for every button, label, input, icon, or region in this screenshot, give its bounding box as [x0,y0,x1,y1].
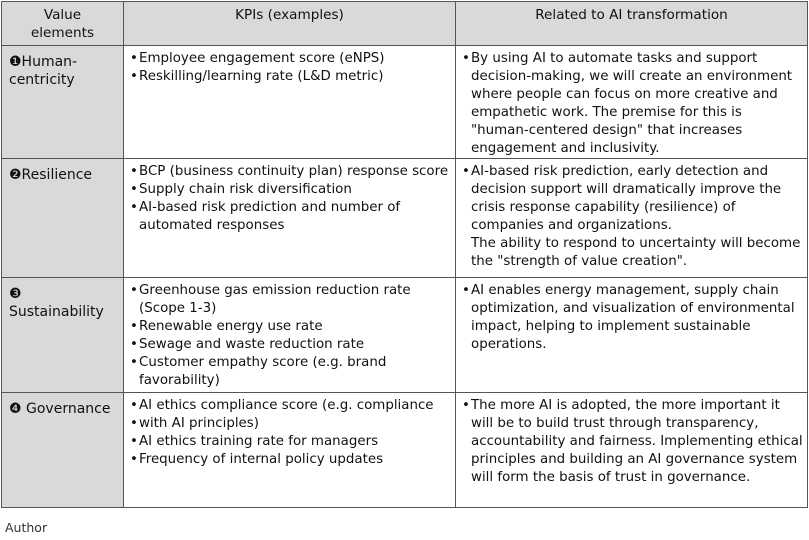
table-row [2,46,808,159]
kpi-item: • Sewage and waste reduction rate [130,337,365,352]
table-row [2,393,808,508]
header-row [2,2,808,46]
ai-item: • The more AI is adopted, the more important it will be to build trust through transparency, accountability and fairness. Implementing ethical principles and building an AI governance system will form the basis of trust in governance. [462,398,803,485]
value-element-cell: ❸ Sustainability [2,278,124,393]
kpi-item: • Renewable energy use rate [130,319,323,334]
kpi-cell [124,46,456,159]
kpi-cell [124,159,456,278]
kpi-item: • AI-based risk prediction and number of automated responses [130,200,401,233]
kpi-item: • Frequency of internal policy updates [130,452,384,467]
value-element-cell: ❶Human-centricity [2,46,124,159]
header-kpis: KPIs (examples) [124,2,456,46]
kpi-item: • Supply chain risk diversification [130,182,352,197]
kpi-item: • Customer empathy score (e.g. brand favorability) [130,355,387,388]
ai-cell [456,46,808,159]
kpi-item: • AI ethics compliance score (e.g. compliance [130,398,434,413]
ai-item: • By using AI to automate tasks and support decision-making, we will create an environment where people can focus on more creative and empathetic work. The premise for this is "human-centered design" that increases engagement and inclusivity. [462,51,793,156]
ai-item: • AI enables energy management, supply chain optimization, and visualization of environmental impact, helping to implement sustainable operations. [462,283,795,352]
kpi-item: • Reskilling/learning rate (L&D metric) [130,69,384,84]
kpi-item: • Employee engagement score (eNPS) [130,51,385,66]
ai-cell [456,278,808,393]
ai-item-continuation: The ability to respond to uncertainty will become the "strength of value creation". [471,236,801,269]
kpi-cell [124,393,456,508]
kpi-cell [124,278,456,393]
value-kpi-table [1,1,808,508]
kpi-item: • BCP (business continuity plan) response score [130,164,449,179]
kpi-item: • with AI principles) [130,416,259,431]
header-value-elements: Value elements [2,2,124,46]
ai-cell [456,393,808,508]
source-caption: Author [5,520,48,535]
kpi-item: • Greenhouse gas emission reduction rate (Scope 1-3) [130,283,411,316]
header-ai-transformation: Related to AI transformation [456,2,808,46]
value-element-cell: ❹ Governance [2,393,124,508]
kpi-item: • AI ethics training rate for managers [130,434,379,449]
value-element-cell: ❷Resilience [2,159,124,278]
table-row [2,278,808,393]
ai-cell [456,159,808,278]
ai-item: • AI-based risk prediction, early detection and decision support will dramatically improve the crisis response capability (resilience) of companies and organizations. [462,164,782,233]
table-row [2,159,808,278]
